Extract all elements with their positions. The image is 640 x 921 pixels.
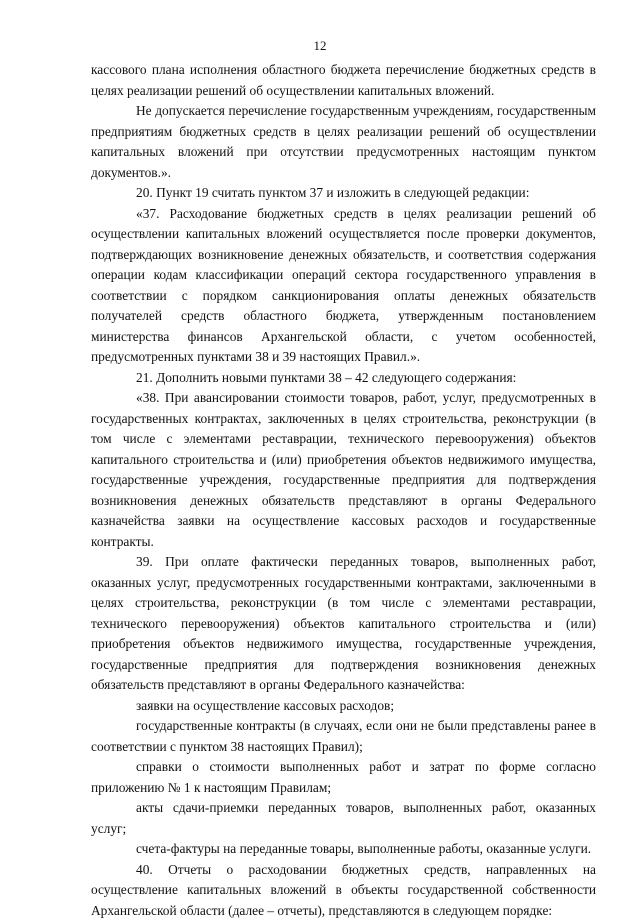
paragraph: 39. При оплате фактически переданных товаров, выполненных работ, оказанных услуг, предусмотренных государственными контрактами, заключенными в целях строительства, реконструкции (в том числе с элементами реставрации, технического перевооружения) объектов капитального строительства и (или) приобретения объектов недвижимого имущества, государственные учреждения, государственные предприятия для подтверждения возникновения денежных обязательств представляют в органы Федерального казначейства: bbox=[91, 552, 596, 696]
paragraph: счета-фактуры на переданные товары, выполненные работы, оказанные услуги. bbox=[91, 839, 596, 860]
paragraph: акты сдачи-приемки переданных товаров, выполненных работ, оказанных услуг; bbox=[91, 798, 596, 839]
paragraph: государственные контракты (в случаях, если они не были представлены ранее в соответствии с пунктом 38 настоящих Правил); bbox=[91, 716, 596, 757]
paragraph: заявки на осуществление кассовых расходов; bbox=[91, 696, 596, 717]
paragraph: 40. Отчеты о расходовании бюджетных средств, направленных на осуществление капитальных вложений в объекты государственной собственности Архангельской области (далее – отчеты), представляются в следующем порядке: bbox=[91, 860, 596, 921]
paragraph: «38. При авансировании стоимости товаров, работ, услуг, предусмотренных в государственных контрактах, заключенных в целях строительства, реконструкции (в том числе с элементами реставрации, технического перевооружения) объектов капитального строительства и (или) приобретения объектов недвижимого имущества, государственные учреждения, государственные предприятия для подтверждения возникновения денежных обязательств представляют в органы Федерального казначейства заявки на осуществление кассовых расходов и государственные контракты. bbox=[91, 388, 596, 552]
paragraph: 20. Пункт 19 считать пунктом 37 и изложить в следующей редакции: bbox=[91, 183, 596, 204]
paragraph: справки о стоимости выполненных работ и затрат по форме согласно приложению № 1 к настоящим Правилам; bbox=[91, 757, 596, 798]
paragraph: Не допускается перечисление государственным учреждениям, государственным предприятиям бюджетных средств в целях реализации решений об осуществлении капитальных вложений при отсутствии предусмотренных настоящим пунктом документов.». bbox=[91, 101, 596, 183]
paragraph: 21. Дополнить новыми пунктами 38 – 42 следующего содержания: bbox=[91, 368, 596, 389]
page-number: 12 bbox=[0, 38, 640, 53]
paragraph: кассового плана исполнения областного бюджета перечисление бюджетных средств в целях реализации решений об осуществлении капитальных вложений. bbox=[91, 60, 596, 101]
document-body bbox=[91, 60, 596, 921]
paragraph: «37. Расходование бюджетных средств в целях реализации решений об осуществлении капитальных вложений осуществляется после проверки документов, подтверждающих возникновение денежных обязательств, и соответствия содержания операции кодам классификации операций сектора государственного управления в соответствии с порядком санкционирования оплаты денежных обязательств получателей средств областного бюджета, утвержденным постановлением министерства финансов Архангельской области, с учетом особенностей, предусмотренных пунктами 38 и 39 настоящих Правил.». bbox=[91, 204, 596, 368]
